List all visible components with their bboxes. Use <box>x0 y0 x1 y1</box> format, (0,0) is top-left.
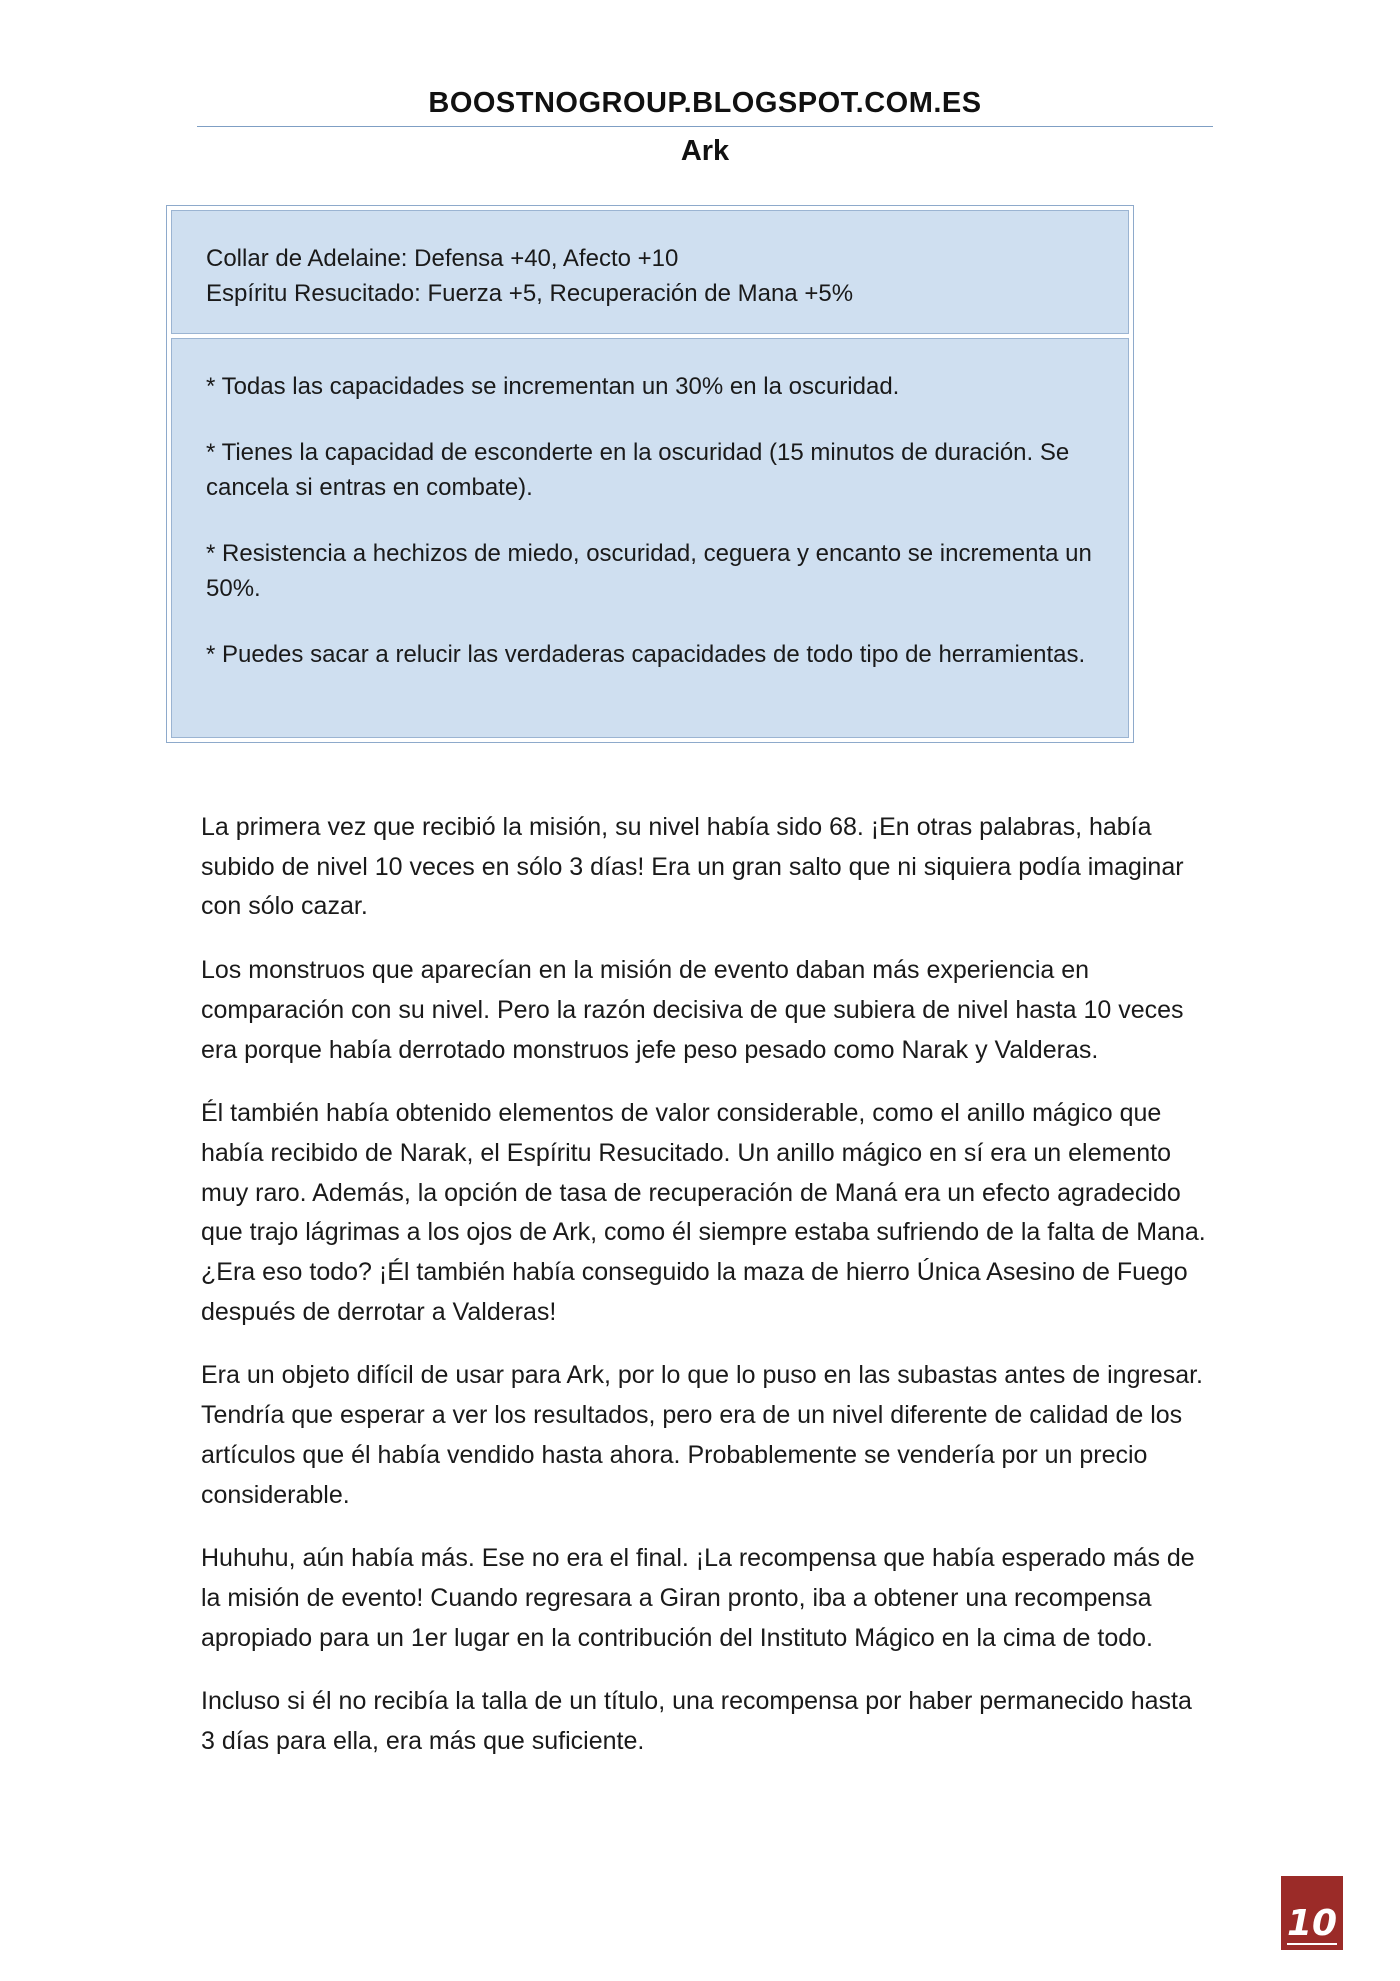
stats-notes-cell <box>171 338 1129 738</box>
page-number: 10 <box>1286 1903 1338 1944</box>
header-divider <box>197 126 1213 127</box>
stat-note: * Tienes la capacidad de esconderte en la oscuridad (15 minutos de duración. Se cancela si entras en combate). <box>206 439 1070 501</box>
stat-note: * Puedes sacar a relucir las verdaderas capacidades de todo tipo de herramientas. <box>206 641 1086 668</box>
body-text <box>201 808 1211 1786</box>
paragraph: Era un objeto difícil de usar para Ark, por lo que lo puso en las subastas antes de ingresar. Tendría que esperar a ver los resultados, pero era de un nivel diferente de calidad de los artículos que él había vendido hasta ahora. Probablemente se vendería por un precio considerable. <box>201 1361 1204 1509</box>
page-number-badge <box>1281 1876 1343 1950</box>
stat-item: Espíritu Resucitado: Fuerza +5, Recuperación de Mana +5% <box>206 280 854 307</box>
chapter-title: Ark <box>680 135 730 167</box>
paragraph: Incluso si él no recibía la talla de un título, una recompensa por haber permanecido hasta 3 días para ella, era más que suficiente. <box>201 1687 1192 1756</box>
stats-box <box>166 205 1134 743</box>
paragraph: La primera vez que recibió la misión, su nivel había sido 68. ¡En otras palabras, había subido de nivel 10 veces en sólo 3 días! Era un gran salto que ni siquiera podía imaginar con sólo cazar. <box>201 813 1184 921</box>
site-title: BOOSTNOGROUP.BLOGSPOT.COM.ES <box>428 87 982 119</box>
stat-item: Collar de Adelaine: Defensa +40, Afecto +10 <box>206 245 679 272</box>
stats-items-cell <box>171 210 1129 334</box>
paragraph: Huhuhu, aún había más. Ese no era el final. ¡La recompensa que había esperado más de la misión de evento! Cuando regresara a Giran pronto, iba a obtener una recompensa apropiado para un 1er lugar en la contribución del Instituto Mágico en la cima de todo. <box>201 1544 1195 1652</box>
stat-note: * Todas las capacidades se incrementan un 30% en la oscuridad. <box>206 373 900 400</box>
paragraph: Él también había obtenido elementos de valor considerable, como el anillo mágico que había recibido de Narak, el Espíritu Resucitado. Un anillo mágico en sí era un elemento muy raro. Además, la opción de tasa de recuperación de Maná era un efecto agradecido que trajo lágrimas a los ojos de Ark, como él siempre estaba sufriendo de la falta de Mana. ¿Era eso todo? ¡Él también había conseguido la maza de hierro Única Asesino de Fuego después de derrotar a Valderas! <box>201 1099 1206 1326</box>
paragraph: Los monstruos que aparecían en la misión de evento daban más experiencia en comparación con su nivel. Pero la razón decisiva de que subiera de nivel hasta 10 veces era porque había derrotado monstruos jefe peso pesado como Narak y Valderas. <box>201 956 1184 1064</box>
stat-note: * Resistencia a hechizos de miedo, oscuridad, ceguera y encanto se incrementa un 50%. <box>206 540 1092 602</box>
page-header <box>197 80 1213 173</box>
page-number-underline <box>1287 1943 1337 1945</box>
